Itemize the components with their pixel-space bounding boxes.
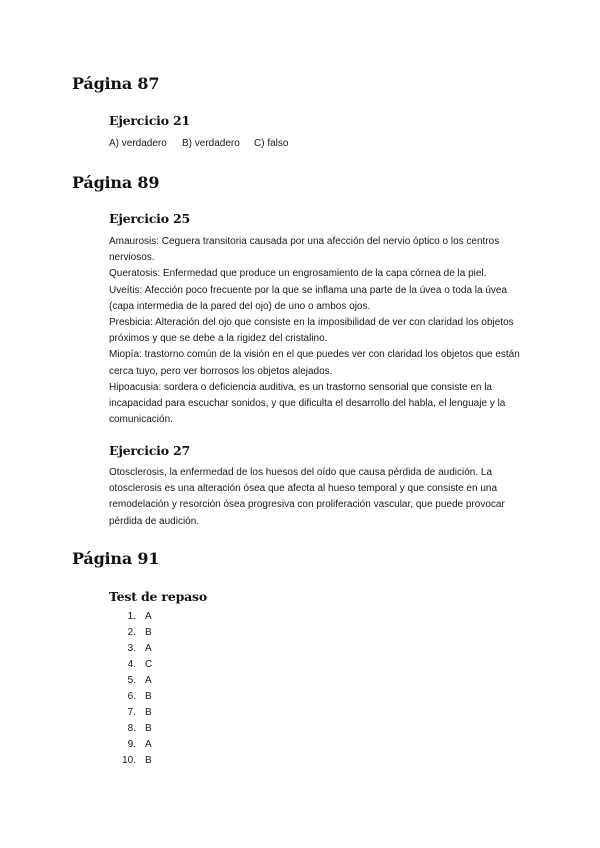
exercise-27-text <box>109 465 529 530</box>
list-number: 4. <box>127 659 136 670</box>
list-answer: B <box>145 723 152 734</box>
test-de-repaso-heading: Test de repaso <box>109 589 207 604</box>
answer-a: A) verdadero <box>109 138 167 149</box>
answer-c: C) falso <box>254 138 289 149</box>
definition-presbicia: Presbicia: Alteración del ojo que consiste en la imposibilidad de ver con claridad los objetos próximos y que se debe a la rigidez del cristalino. <box>109 317 514 345</box>
page-heading-91: Página 91 <box>72 549 160 568</box>
list-answer: A <box>145 643 152 654</box>
list-number: 3. <box>127 643 136 654</box>
list-answer: A <box>145 739 152 750</box>
exercise-21-heading: Ejercicio 21 <box>109 113 190 128</box>
list-answer: B <box>145 707 152 718</box>
definition-queratosis: Queratosis: Enfermedad que produce un engrosamiento de la capa córnea de la piel. <box>109 268 487 280</box>
list-number: 8. <box>127 723 136 734</box>
page-heading-87: Página 87 <box>72 74 160 93</box>
list-answer: B <box>145 627 152 638</box>
list-number: 2. <box>127 627 136 638</box>
list-answer: B <box>145 755 152 766</box>
list-answer: A <box>145 611 152 622</box>
list-number: 10. <box>122 755 136 766</box>
list-number: 7. <box>127 707 136 718</box>
exercise-21-answers <box>109 137 288 151</box>
list-number: 5. <box>127 675 136 686</box>
definition-hipoacusia: Hipoacusia: sordera o deficiencia auditiva, es un trastorno sensorial que consiste en la incapacidad para escuchar sonidos, y que dificulta el desarrollo del habla, el lenguaje y la comunicación. <box>109 381 506 426</box>
definition-miopia: Miopía: trastorno común de la visión en el que puedes ver con claridad los objetos que están cerca tuyo, pero ver borrosos los objetos alejados. <box>109 349 520 377</box>
answer-b: B) verdadero <box>182 138 240 149</box>
list-number: 1. <box>127 611 136 622</box>
list-answer: C <box>145 659 153 670</box>
list-answer: B <box>145 691 152 702</box>
list-answer: A <box>145 675 152 686</box>
definition-amaurosis: Amaurosis: Ceguera transitoria causada por una afección del nervio óptico o los centros nerviosos. <box>109 236 500 264</box>
list-number: 6. <box>127 691 136 702</box>
otosclerosis-paragraph: Otosclerosis, la enfermedad de los huesos del oído que causa pérdida de audición. La otosclerosis es una alteración ósea que afecta al hueso temporal y que consiste en una remodelación y resorción ósea progresiva con proliferación vascular, que puede provocar pérdida de audición. <box>109 467 505 527</box>
definition-uveitis: Uveítis: Afección poco frecuente por la que se inflama una parte de la úvea o toda la úvea (capa intermedia de la pared del ojo) de uno o ambos ojos. <box>109 284 508 312</box>
list-number: 9. <box>127 739 136 750</box>
page-heading-89: Página 89 <box>72 173 160 192</box>
exercise-25-definitions <box>109 234 529 428</box>
exercise-25-heading: Ejercicio 25 <box>109 211 190 226</box>
exercise-27-heading: Ejercicio 27 <box>109 443 190 458</box>
